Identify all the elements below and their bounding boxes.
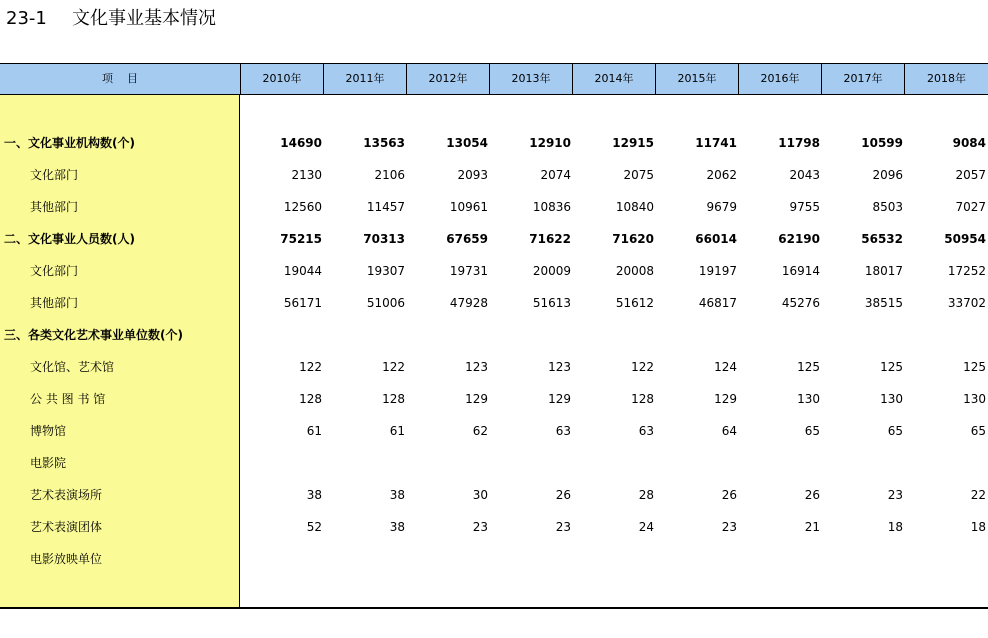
table-cell: 2093 (457, 168, 488, 182)
table-row (0, 287, 988, 319)
table-cell: 12915 (612, 136, 654, 150)
table-cell (242, 543, 322, 575)
table-cell: 16914 (781, 264, 820, 278)
table-cell: 14690 (280, 136, 322, 150)
table-cell (408, 543, 488, 575)
table-cell: 130 (797, 392, 820, 406)
table-cell: 13054 (446, 136, 488, 150)
table-cell: 30 (472, 488, 488, 502)
table-row (0, 191, 988, 223)
table-cell: 56171 (283, 296, 322, 310)
table-cell: 18 (887, 520, 903, 534)
table-cell: 124 (714, 360, 737, 374)
table-cell: 33702 (947, 296, 986, 310)
table-cell: 13563 (363, 136, 405, 150)
row-label: 其他部门 (30, 200, 79, 214)
table-cell: 19307 (366, 264, 405, 278)
table-title: 文化事业基本情况 (72, 8, 216, 29)
table-cell: 38 (306, 488, 322, 502)
table-cell (574, 319, 654, 351)
table-cell: 10836 (532, 200, 571, 214)
table-cell: 10599 (861, 136, 903, 150)
table-cell: 66014 (695, 232, 737, 246)
table-cell: 12560 (283, 200, 322, 214)
table-cell: 75215 (280, 232, 322, 246)
table-cell: 38 (389, 488, 405, 502)
row-label: 电影放映单位 (30, 552, 103, 566)
table-cell: 28 (638, 488, 654, 502)
table-cell: 128 (299, 392, 322, 406)
table-cell: 65 (887, 424, 903, 438)
table-cell: 129 (714, 392, 737, 406)
row-label: 公 共 图 书 馆 (30, 392, 106, 406)
table-row (0, 543, 988, 575)
table-number: 23-1 (6, 8, 47, 29)
table-cell (740, 543, 820, 575)
row-label: 三、各类文化艺术事业单位数(个) (4, 328, 183, 342)
header-year: 2018年 (927, 72, 966, 85)
table-cell: 56532 (861, 232, 903, 246)
table-cell: 12910 (529, 136, 571, 150)
table-cell: 129 (465, 392, 488, 406)
row-label: 电影院 (30, 456, 67, 470)
table-cell: 61 (389, 424, 405, 438)
table-cell (657, 319, 737, 351)
table-cell: 51612 (615, 296, 654, 310)
table-cell: 9679 (706, 200, 737, 214)
table-cell: 20008 (615, 264, 654, 278)
table-cell: 23 (721, 520, 737, 534)
table-row (0, 255, 988, 287)
table-row (0, 159, 988, 191)
table-cell (906, 319, 986, 351)
table-row (0, 319, 988, 351)
table-cell: 2074 (540, 168, 571, 182)
page-title (6, 6, 216, 32)
header-year: 2016年 (739, 64, 822, 94)
table-cell: 10840 (615, 200, 654, 214)
table-cell: 71620 (612, 232, 654, 246)
table-cell: 128 (631, 392, 654, 406)
row-label: 文化馆、艺术馆 (30, 360, 115, 374)
header-year: 2011年 (324, 64, 407, 94)
table-cell (242, 447, 322, 479)
table-cell: 9755 (789, 200, 820, 214)
table-cell: 122 (299, 360, 322, 374)
header-year: 2015年 (656, 64, 739, 94)
table-cell (740, 447, 820, 479)
table-cell: 125 (880, 360, 903, 374)
table-cell: 45276 (781, 296, 820, 310)
table-cell: 2062 (706, 168, 737, 182)
table-cell: 70313 (363, 232, 405, 246)
table-cell: 23 (555, 520, 571, 534)
table-cell: 123 (465, 360, 488, 374)
table-cell (491, 543, 571, 575)
table-cell: 11741 (695, 136, 737, 150)
table-cell (242, 319, 322, 351)
table-cell: 21 (804, 520, 820, 534)
table-cell: 122 (631, 360, 654, 374)
table-cell: 64 (721, 424, 737, 438)
table-cell: 26 (804, 488, 820, 502)
table-row (0, 447, 988, 479)
table-cell: 19197 (698, 264, 737, 278)
table-cell: 62 (472, 424, 488, 438)
table-cell: 10961 (449, 200, 488, 214)
table-cell (408, 319, 488, 351)
table-cell: 65 (970, 424, 986, 438)
table-cell: 129 (548, 392, 571, 406)
table-cell: 8503 (872, 200, 903, 214)
table-cell (906, 543, 986, 575)
table-cell: 63 (638, 424, 654, 438)
data-table (0, 63, 988, 609)
table-cell (491, 319, 571, 351)
table-cell (491, 447, 571, 479)
table-cell: 47928 (449, 296, 488, 310)
table-cell: 20009 (532, 264, 571, 278)
row-label: 其他部门 (30, 296, 79, 310)
table-cell: 2057 (955, 168, 986, 182)
table-cell: 63 (555, 424, 571, 438)
row-label: 文化部门 (30, 264, 79, 278)
table-row (0, 127, 988, 159)
table-cell: 122 (382, 360, 405, 374)
table-cell: 7027 (955, 200, 986, 214)
table-cell (408, 447, 488, 479)
table-cell (325, 543, 405, 575)
header-year: 2010年 (241, 64, 324, 94)
table-cell: 2043 (789, 168, 820, 182)
table-cell (657, 543, 737, 575)
row-label: 博物馆 (30, 424, 67, 438)
table-cell (823, 543, 903, 575)
header-year: 2014年 (573, 64, 656, 94)
table-cell: 61 (306, 424, 322, 438)
table-cell (574, 447, 654, 479)
table-cell (574, 543, 654, 575)
table-row (0, 223, 988, 255)
header-year: 2013年 (490, 64, 573, 94)
table-cell: 65 (804, 424, 820, 438)
table-cell: 130 (880, 392, 903, 406)
table-cell: 46817 (698, 296, 737, 310)
row-label: 文化部门 (30, 168, 79, 182)
table-cell: 71622 (529, 232, 571, 246)
table-cell: 2106 (374, 168, 405, 182)
table-cell: 125 (963, 360, 986, 374)
table-cell: 9084 (952, 136, 986, 150)
table-cell: 19044 (283, 264, 322, 278)
table-cell: 26 (721, 488, 737, 502)
table-cell: 52 (306, 520, 322, 534)
table-cell: 38 (389, 520, 405, 534)
table-cell: 17252 (947, 264, 986, 278)
row-label: 艺术表演团体 (30, 520, 103, 534)
header-year: 2017年 (822, 64, 905, 94)
table-row (0, 511, 988, 543)
table-row (0, 383, 988, 415)
table-cell: 125 (797, 360, 820, 374)
table-cell: 50954 (944, 232, 986, 246)
table-row (0, 415, 988, 447)
table-cell (823, 319, 903, 351)
table-cell: 130 (963, 392, 986, 406)
table-cell (325, 447, 405, 479)
table-cell: 24 (638, 520, 654, 534)
row-label: 艺术表演场所 (30, 488, 103, 502)
table-cell: 11798 (778, 136, 820, 150)
table-cell (325, 319, 405, 351)
header-item-label: 项目 (0, 64, 241, 94)
header-year: 2012年 (407, 64, 490, 94)
table-row (0, 351, 988, 383)
table-cell: 11457 (366, 200, 405, 214)
table-cell (657, 447, 737, 479)
table-cell (740, 319, 820, 351)
table-cell: 51006 (366, 296, 405, 310)
table-cell: 128 (382, 392, 405, 406)
table-cell: 23 (472, 520, 488, 534)
table-cell: 18 (970, 520, 986, 534)
table-cell: 2096 (872, 168, 903, 182)
table-cell: 38515 (864, 296, 903, 310)
table-cell: 2130 (291, 168, 322, 182)
table-cell: 67659 (446, 232, 488, 246)
table-cell (823, 447, 903, 479)
table-cell: 19731 (449, 264, 488, 278)
table-cell: 2075 (623, 168, 654, 182)
table-cell (906, 447, 986, 479)
table-cell: 23 (887, 488, 903, 502)
table-row (0, 479, 988, 511)
table-cell: 22 (970, 488, 986, 502)
table-header (0, 64, 988, 95)
table-cell: 62190 (778, 232, 820, 246)
row-label: 二、文化事业人员数(人) (4, 232, 135, 246)
table-cell: 26 (555, 488, 571, 502)
table-cell: 51613 (532, 296, 571, 310)
table-cell: 123 (548, 360, 571, 374)
row-label: 一、文化事业机构数(个) (4, 136, 135, 150)
table-cell: 18017 (864, 264, 903, 278)
